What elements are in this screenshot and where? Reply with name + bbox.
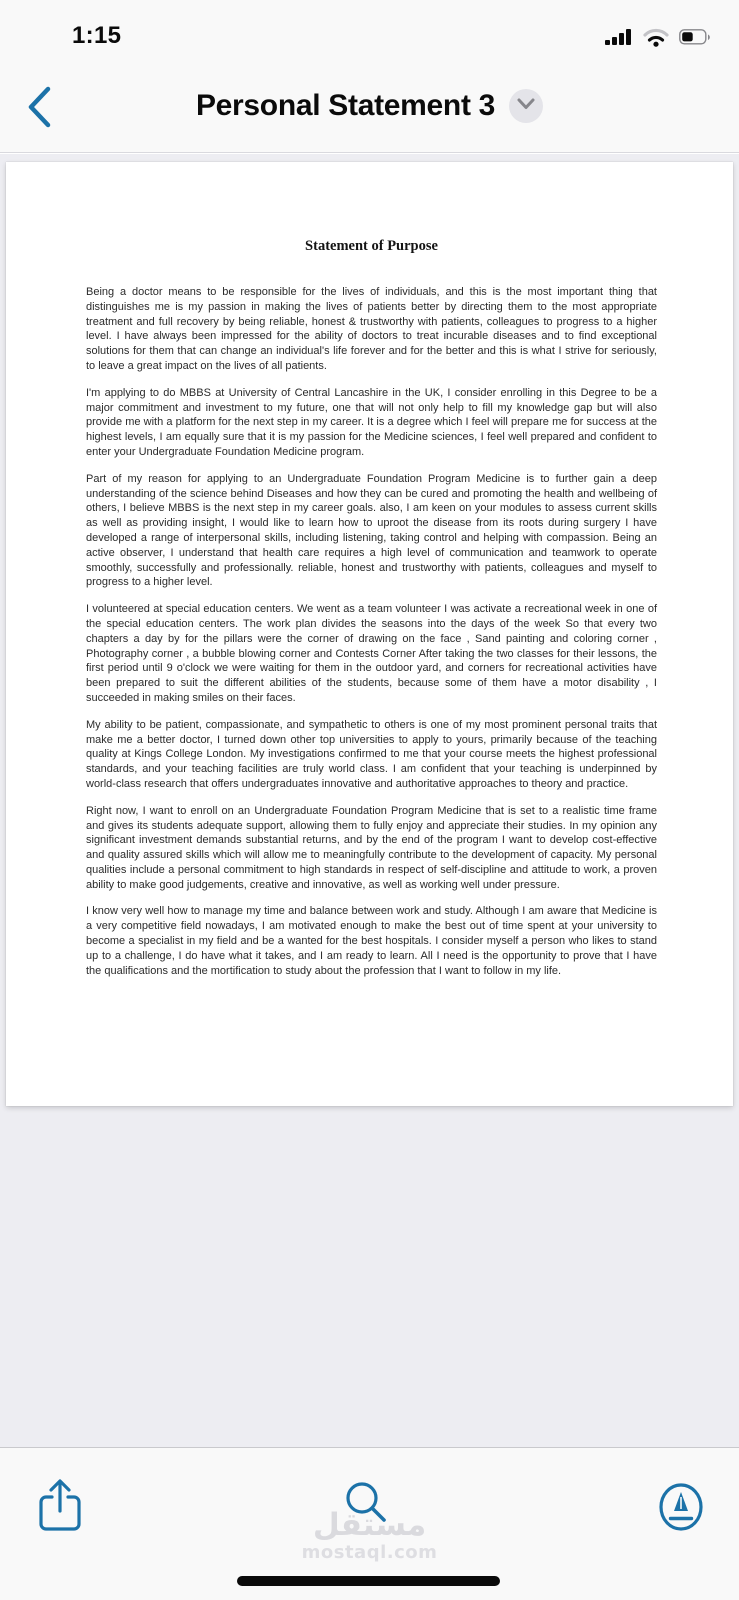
share-icon <box>38 1520 82 1537</box>
markup-pen-icon <box>657 1520 705 1537</box>
markup-button[interactable] <box>657 1481 705 1538</box>
wifi-icon <box>643 28 669 52</box>
paragraph-6: Right now, I want to enroll on an Undergraduate Foundation Program Medicine that is set to a realistic time frame and gives its students adequate support, allowing them to fully enjoy and appreciate their studies. In my opinion any significant investment demands substantial returns, and by the end of the program I want to develop cost-effective and quality assured skills which will allow me to meaningfully contribute to the development of capacity. My personal qualities include a personal commitment to high standards in respect of self-discipline and attitude to work, a proven ability to make good judgements, creative and innovative, as well as working well under pressure. <box>86 804 657 891</box>
paragraph-2: I'm applying to do MBBS at University of Central Lancashire in the UK, I consider enrolling in this Degree to be a major commitment and investment to my future, one that will not only help to fill my knowledge gap but will also provide me with a platform for the next step in my career. It is a degree which I feel will prepare me for success at the highest levels, I am equally sure that it is my passion for the Medicine sciences, I feel well prepared and confident to enter your Undergraduate Foundation Medicine program. <box>86 386 657 458</box>
cellular-signal-icon <box>605 29 633 52</box>
battery-icon <box>679 29 711 51</box>
paragraph-7: I know very well how to manage my time and balance between work and study. Although I am aware that Medicine is a very competitive field nowadays, I am motivated enough to make the best out of time spent at your university to become a specialist in my field and be a wanted for the best hospitals. I consider myself a person who likes to stand up to a challenge, I do have what it takes, and I am ready to learn. All I need is the opportunity to prove that I have the qualifications and the mortification to study about the profession that I want to follow in my life. <box>86 905 657 977</box>
bottom-toolbar <box>0 1447 739 1600</box>
paragraph-5: My ability to be patient, compassionate, and sympathetic to others is one of my most prominent personal traits that make me a better doctor, I turned down other top universities to apply to yours, primarily because of the teaching quality at Kings College London. My investigations confirmed to me that your course meets the highest professional standards, and your teaching facilities are truly world class. I am confident that your teaching is underpinned by world-class research that offers undergraduates innovative and authoritative approaches to theory and practice. <box>86 718 657 790</box>
paragraph-1: Being a doctor means to be responsible for the lives of individuals, and this is the most important thing that distinguishes me is my passion in making the lives of patients better by directing them to the most appropriate treatment and full recovery by being reliable, honest & trustworthy with patients, colleagues to progress to a higher level. I have always been impressed for the ability of doctors to treat incurable diseases and to find exceptional solutions for them that can change an individual's life forever and for the better and this is what I strive for seriously, to leave a great impact on the lives of all patients. <box>86 286 657 372</box>
status-time: 1:15 <box>72 22 122 49</box>
watermark-domain-text: mostaql.com <box>301 1542 438 1563</box>
nav-title-group <box>0 60 739 152</box>
paragraph-3: Part of my reason for applying to an Undergraduate Foundation Program Medicine is to further gain a deep understanding of the science behind Diseases and how they can be cured and promoting the health and wellbeing of others, I believe MBBS is the next step in my career goals. also, I am keen on your modules to assess current skills as well as providing insight, I would like to learn how to uproot the disease from its roots during surgery I have developed a range of interpersonal skills, including listening, taking control and helping with compassion. Being an active observer, I understand that health care requires a high level of communication and teamwork to operate smoothly, successfully and professionally. reliable, honest and trustworthy with patients, colleagues and myself to progress to a higher level. <box>86 472 657 589</box>
nav-bar <box>0 60 739 152</box>
search-icon <box>342 1513 390 1530</box>
home-indicator[interactable] <box>237 1576 500 1586</box>
paragraph-4: I volunteered at special education centers. We went as a team volunteer I was activate a recreational week in one of the special education centers. The work plan divides the seasons into the days of the week So that every two chapters a day by for the pillars were the corner of drawing on the face , Sand painting and coloring corner , Photography corner , a bubble blowing corner and Contests Corner After taking the two classes for their lessons, the first period until 9 o'clock we were waiting for them in the outdoor yard, and corners for recreational activities have been prepared to suit the different abilities of the students, because some of them have a motor disability , I succeeded in making smiles on their faces. <box>86 603 657 704</box>
search-button[interactable] <box>342 1478 390 1531</box>
title-menu-button[interactable] <box>509 89 543 123</box>
status-icons <box>605 26 711 54</box>
watermark-arabic-text: مستقل <box>312 1507 427 1543</box>
top-chrome <box>0 0 739 153</box>
share-button[interactable] <box>38 1477 82 1538</box>
status-bar <box>0 0 739 60</box>
page-title: Personal Statement 3 <box>195 89 496 122</box>
document-title: Statement of Purpose <box>305 238 438 254</box>
chevron-down-icon <box>516 97 536 116</box>
document-page <box>6 162 733 1106</box>
document-scroll-area[interactable] <box>0 154 739 1447</box>
